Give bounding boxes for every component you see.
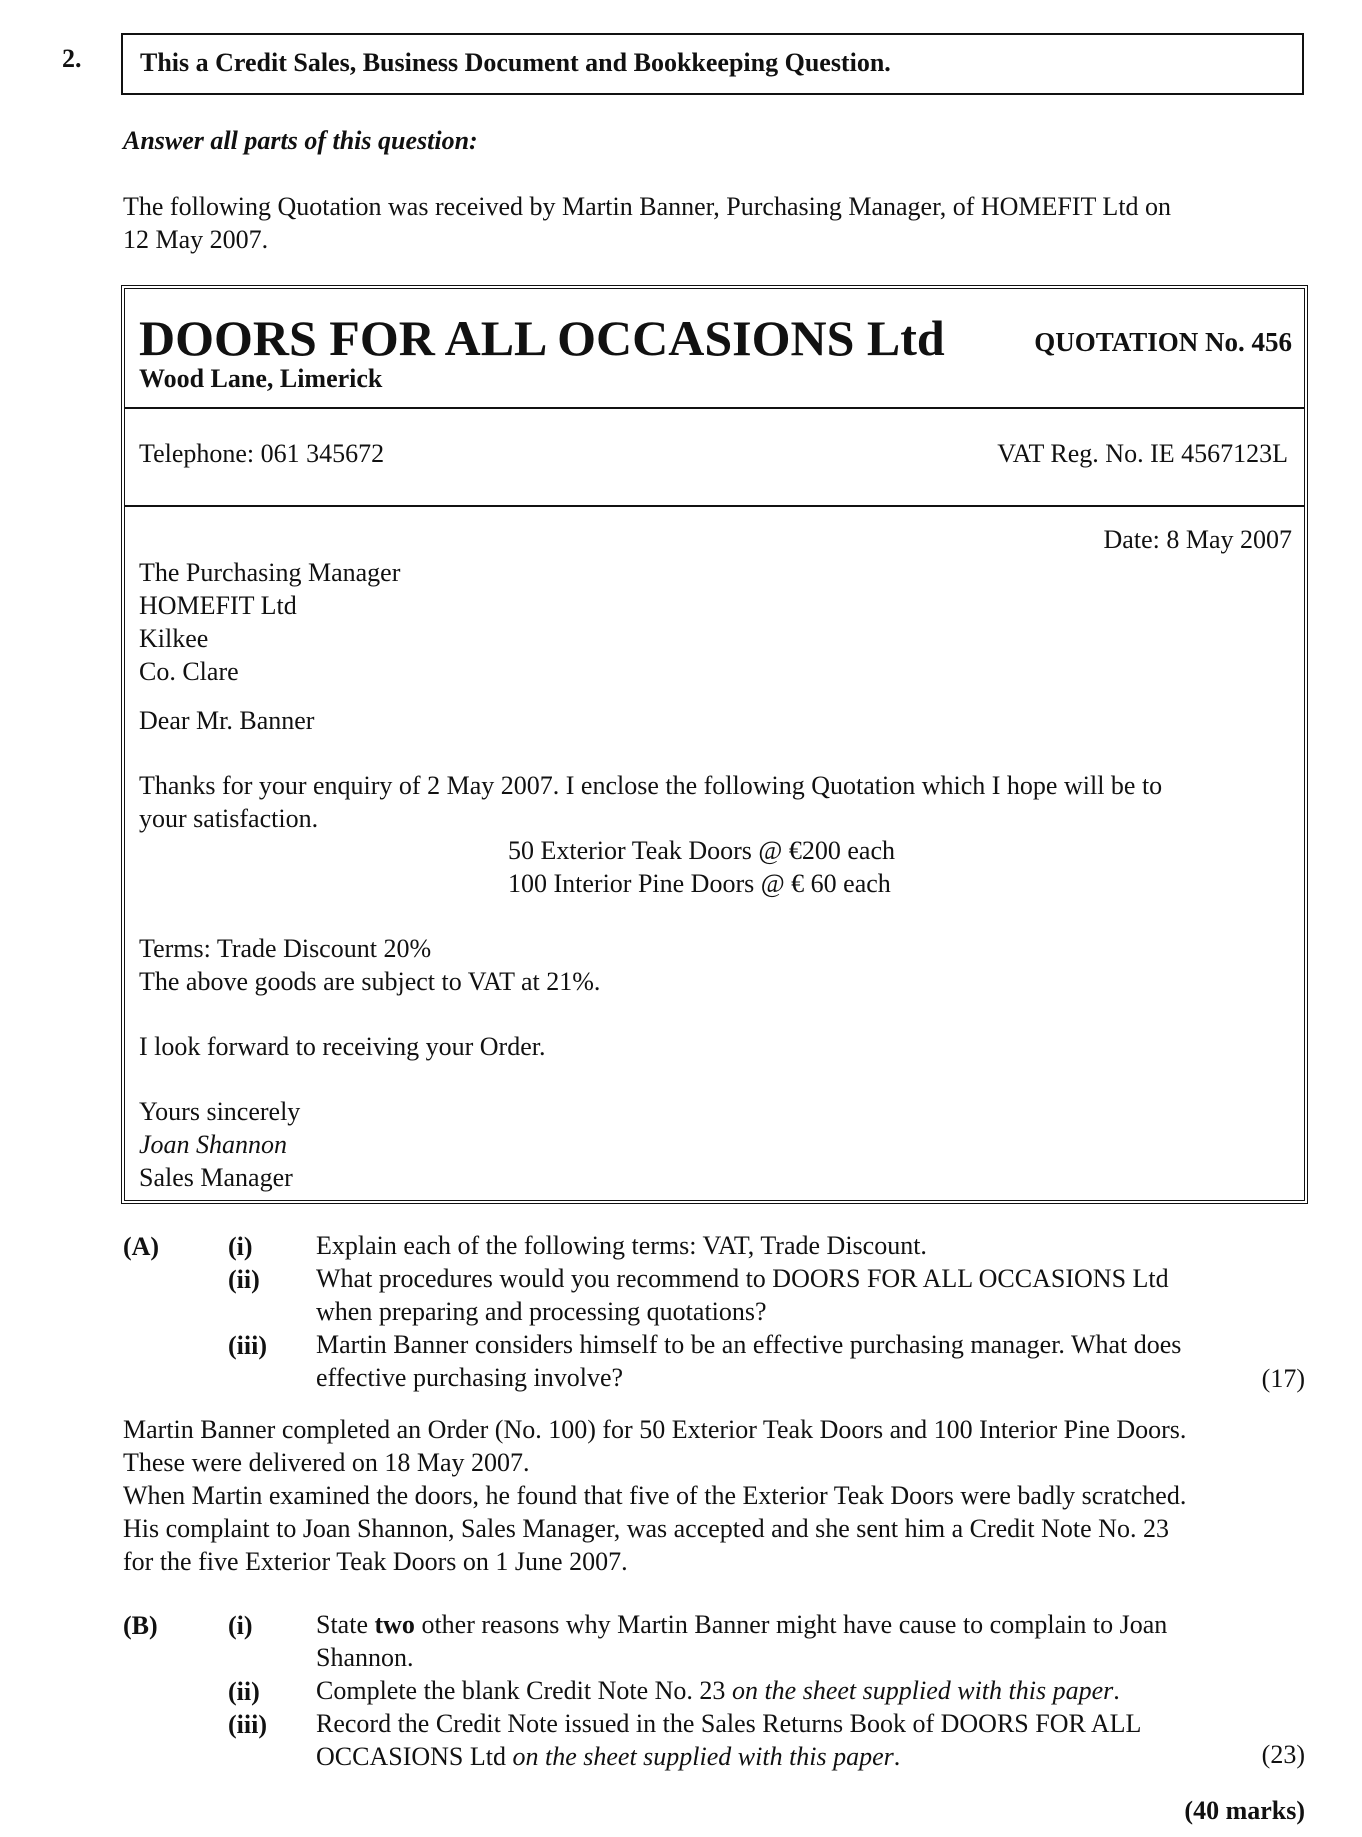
- question-title: This a Credit Sales, Business Document and Bookkeeping Question.: [140, 48, 891, 77]
- quotation-header: [125, 289, 1304, 409]
- salutation: Dear Mr. Banner: [139, 706, 315, 735]
- part-b-iii-end: .: [893, 1742, 901, 1771]
- instruction: Answer all parts of this question:: [123, 126, 478, 155]
- narrative-line: These were delivered on 18 May 2007.: [123, 1448, 530, 1477]
- part-b-ii-main: Complete the blank Credit Note No. 23: [316, 1676, 732, 1705]
- part-a-marks: (17): [1261, 1364, 1305, 1393]
- quoted-item: 100 Interior Pine Doors @ € 60 each: [508, 869, 891, 898]
- thanks-line: your satisfaction.: [139, 804, 319, 833]
- signature: Joan Shannon: [139, 1130, 288, 1159]
- vat-reg-number: VAT Reg. No. IE 4567123L: [997, 439, 1288, 468]
- question-number: 2.: [62, 44, 82, 73]
- part-a-iii-line: effective purchasing involve?: [316, 1363, 624, 1392]
- part-a-iii-line: Martin Banner considers himself to be an effective purchasing manager. What does: [316, 1330, 1182, 1359]
- part-a-i-number: (i): [228, 1232, 253, 1261]
- part-b-iii-text: [316, 1707, 1141, 1773]
- part-a-ii-number: (ii): [228, 1265, 260, 1294]
- company-address: Wood Lane, Limerick: [139, 364, 383, 393]
- part-b-i-text: [316, 1608, 1167, 1674]
- quoted-item: 50 Exterior Teak Doors @ €200 each: [508, 836, 895, 865]
- narrative-line: Martin Banner completed an Order (No. 100) for 50 Exterior Teak Doors and 100 Interior Pine Doors.: [123, 1415, 1187, 1444]
- part-b-i-bold: two: [374, 1610, 415, 1639]
- intro-line: The following Quotation was received by Martin Banner, Purchasing Manager, of HOMEFIT Ltd on: [123, 192, 1172, 221]
- part-b-ii-end: .: [1113, 1676, 1120, 1705]
- sign-off: [139, 1095, 300, 1194]
- total-marks: (40 marks): [1184, 1796, 1305, 1825]
- quotation-document: [121, 285, 1308, 1204]
- closing: Yours sincerely: [139, 1097, 301, 1126]
- part-b-ii-italic: on the sheet supplied with this paper: [731, 1676, 1114, 1705]
- thanks-line: Thanks for your enquiry of 2 May 2007. I enclose the following Quotation which I hope will be to: [139, 771, 1163, 800]
- part-b-iii-number: (iii): [228, 1710, 267, 1739]
- part-b-iii-main: OCCASIONS Ltd: [316, 1742, 513, 1771]
- recipient-line: The Purchasing Manager: [139, 558, 401, 587]
- part-b-i-number: (i): [228, 1611, 253, 1640]
- company-name: DOORS FOR ALL OCCASIONS Ltd: [139, 310, 945, 366]
- part-b-iii-italic: on the sheet supplied with this paper: [512, 1742, 894, 1771]
- part-a-i-text: Explain each of the following terms: VAT, Trade Discount.: [316, 1231, 927, 1260]
- recipient-line: Co. Clare: [139, 657, 239, 686]
- narrative-line: for the five Exterior Teak Doors on 1 June 2007.: [123, 1547, 628, 1576]
- part-b-i-line: Shannon.: [316, 1643, 414, 1672]
- narrative-line: When Martin examined the doors, he found that five of the Exterior Teak Doors were badly scratched.: [123, 1481, 1187, 1510]
- quotation-body: [139, 507, 1292, 1200]
- part-b-marks: (23): [1261, 1740, 1305, 1769]
- part-b-iii-line: Record the Credit Note issued in the Sales Returns Book of DOORS FOR ALL: [316, 1709, 1142, 1738]
- part-a-ii-line: What procedures would you recommend to DOORS FOR ALL OCCASIONS Ltd: [316, 1264, 1169, 1293]
- closing-remark: I look forward to receiving your Order.: [139, 1032, 546, 1061]
- vat-note: The above goods are subject to VAT at 21%.: [139, 967, 601, 996]
- recipient-line: HOMEFIT Ltd: [139, 591, 297, 620]
- part-b-label: (B): [123, 1611, 158, 1640]
- part-a-iii-text: [316, 1328, 1181, 1394]
- intro-text: [123, 190, 1303, 256]
- part-a-label: (A): [123, 1232, 160, 1261]
- quotation-date: Date: 8 May 2007: [1103, 525, 1292, 554]
- part-b-ii-text: [316, 1674, 1120, 1707]
- part-b-i-pre: State: [316, 1610, 375, 1639]
- telephone: Telephone: 061 345672: [139, 439, 385, 468]
- part-b-i-line: [316, 1608, 1167, 1641]
- part-a-iii-number: (iii): [228, 1331, 267, 1360]
- recipient-address: [139, 556, 400, 688]
- intro-line: 12 May 2007.: [123, 225, 269, 254]
- trade-discount-terms: Terms: Trade Discount 20%: [139, 934, 432, 963]
- part-a-ii-text: [316, 1262, 1169, 1328]
- terms: [139, 932, 600, 998]
- quoted-items: [508, 834, 895, 900]
- thanks-paragraph: [139, 769, 1279, 835]
- narrative-line: His complaint to Joan Shannon, Sales Manager, was accepted and she sent him a Credit Note No. 23: [123, 1514, 1169, 1543]
- narrative-paragraph: [123, 1413, 1323, 1578]
- question-title-box: [121, 33, 1304, 95]
- part-a-ii-line: when preparing and processing quotations?: [316, 1297, 767, 1326]
- quotation-number: QUOTATION No. 456: [1034, 327, 1292, 357]
- part-b-ii-number: (ii): [228, 1677, 260, 1706]
- part-b-iii-line: [316, 1740, 1141, 1773]
- recipient-line: Kilkee: [139, 624, 209, 653]
- part-b-i-post: other reasons why Martin Banner might have cause to complain to Joan: [414, 1610, 1168, 1639]
- contact-row: [125, 409, 1304, 507]
- signatory-title: Sales Manager: [139, 1163, 293, 1192]
